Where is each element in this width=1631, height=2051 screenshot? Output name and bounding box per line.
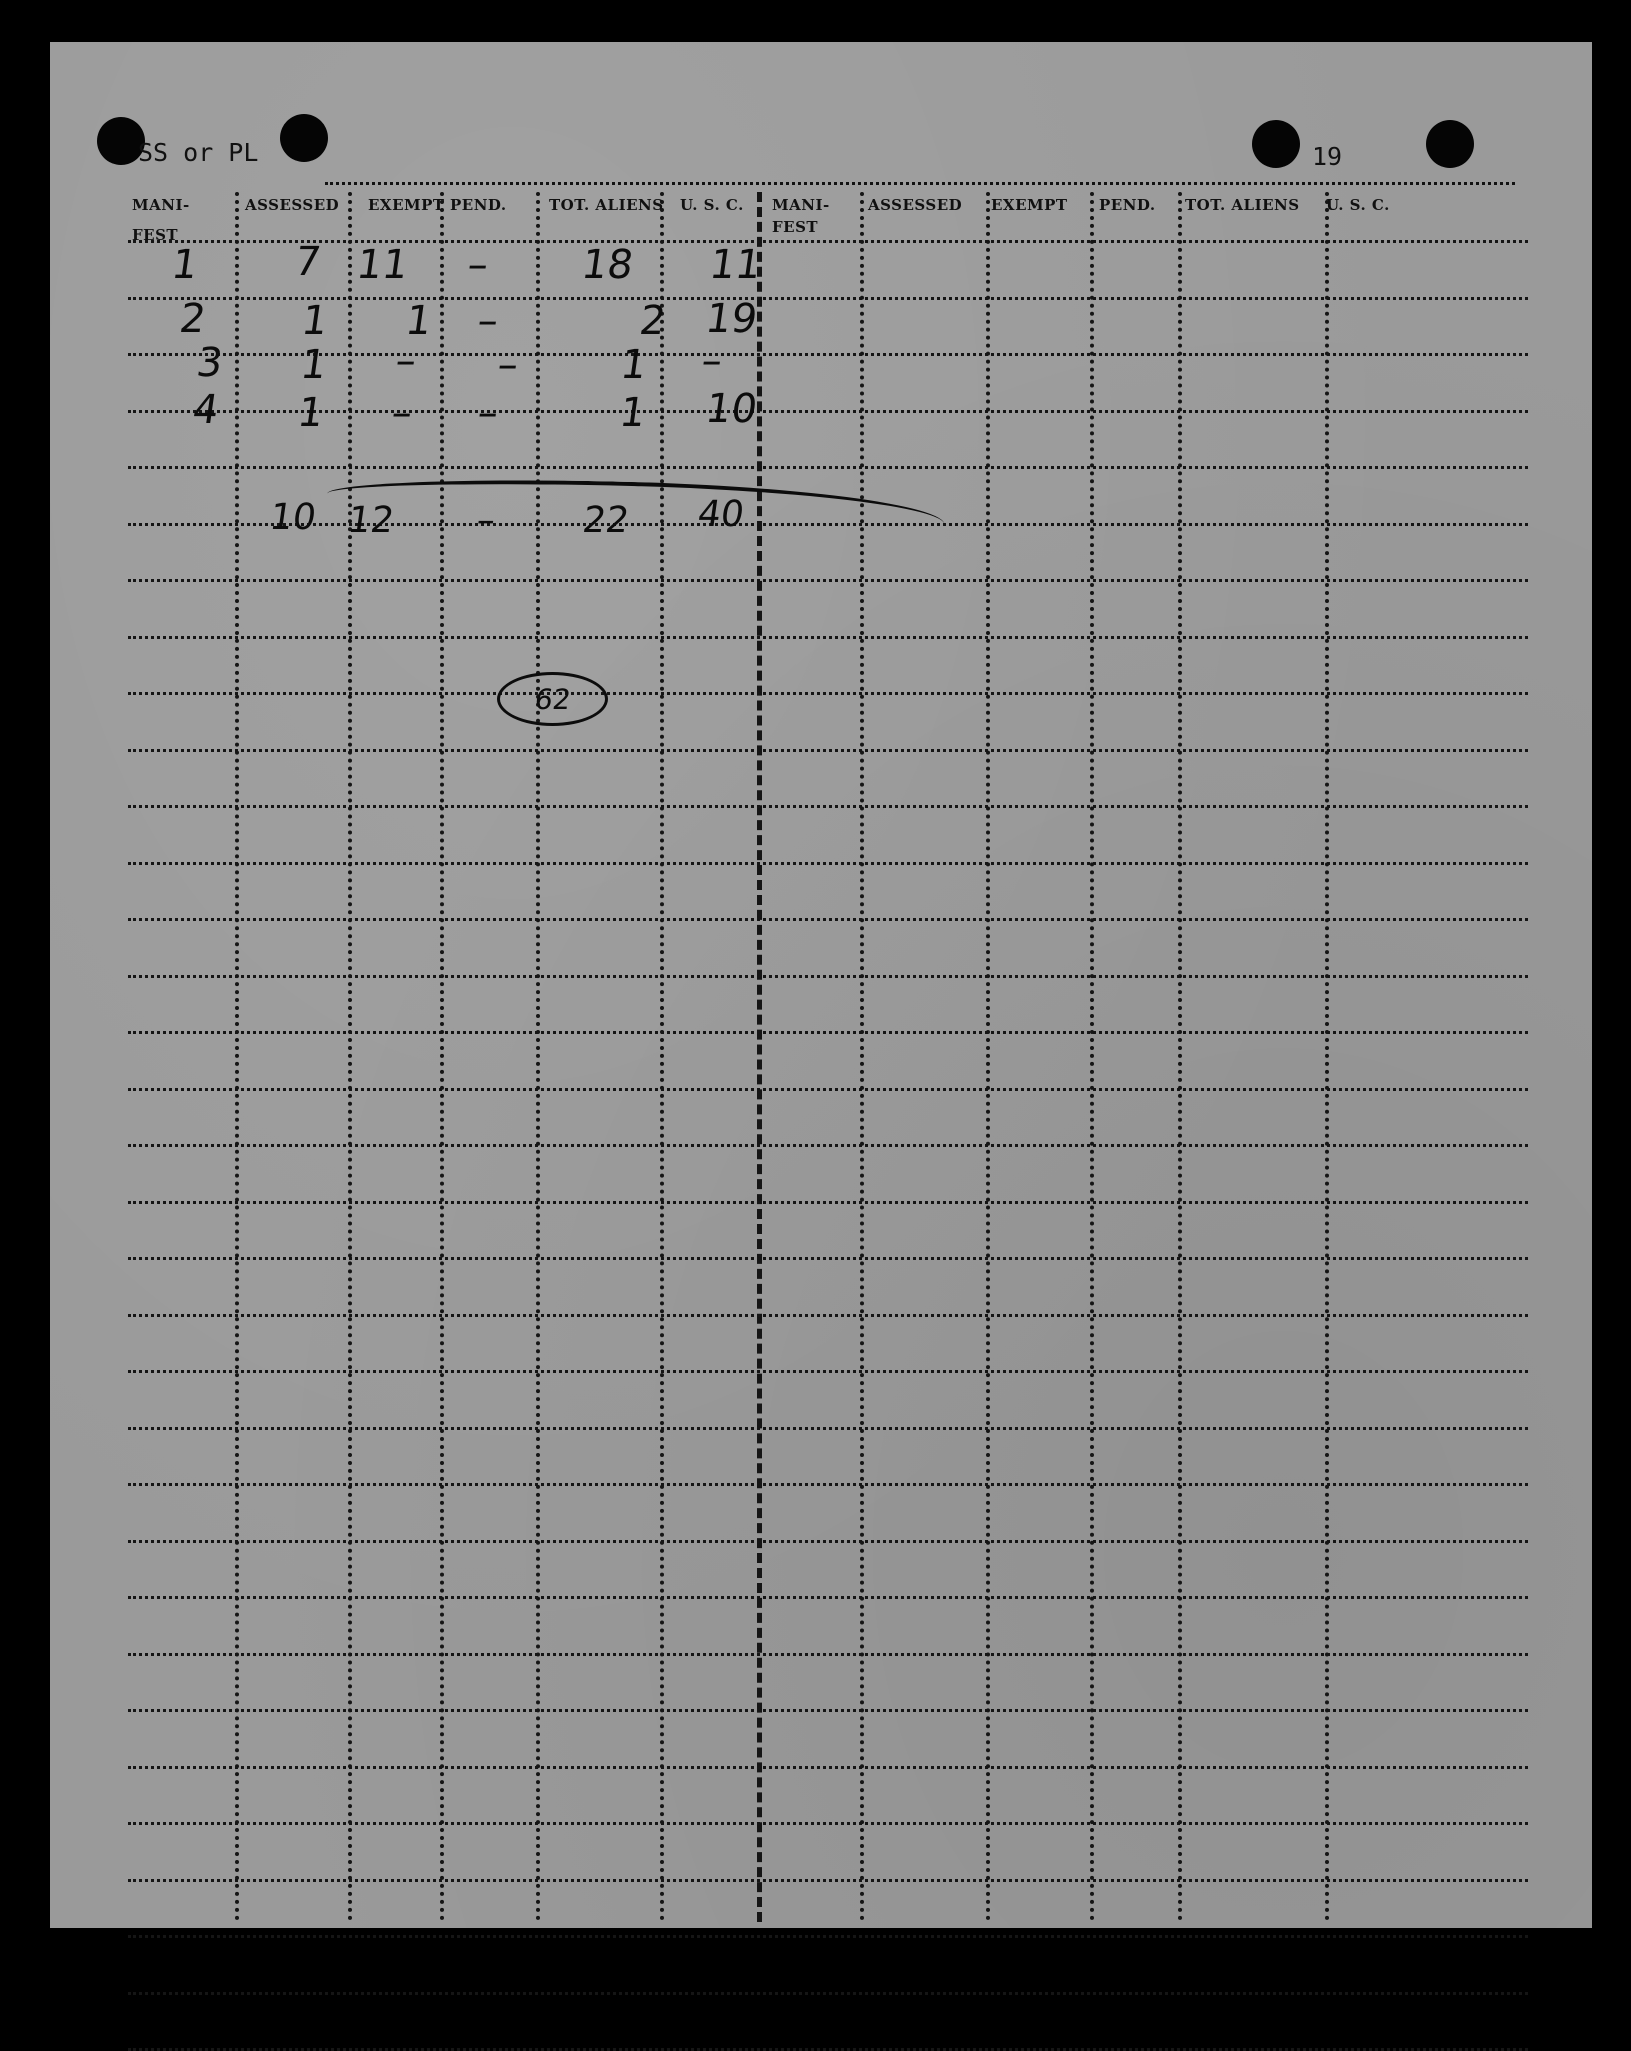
column-divider <box>440 192 444 1922</box>
column-divider <box>235 192 239 1922</box>
ruled-line <box>128 692 1528 695</box>
col-header-assessed-right: ASSESSED <box>868 196 963 214</box>
row-1-manifest: 1 <box>168 242 201 288</box>
col-header-pend-left: PEND. <box>450 196 507 214</box>
punch-hole-2 <box>280 114 328 162</box>
row-4-pend: – <box>474 390 502 436</box>
column-divider <box>348 192 352 1922</box>
row-4-assessed: 1 <box>294 390 327 436</box>
row-1-tot-aliens: 18 <box>578 242 637 288</box>
ruled-line <box>128 353 1528 356</box>
col-header-usc-left: U. S. C. <box>680 196 744 214</box>
ruled-line <box>128 1031 1528 1034</box>
row-4-manifest: 4 <box>189 387 222 433</box>
row-3-exempt: – <box>392 338 420 384</box>
header-prefix: SS or PL <box>138 138 259 167</box>
col-header-pend-right: PEND. <box>1099 196 1156 214</box>
column-divider <box>1325 192 1329 1922</box>
row-1-pend: – <box>464 242 492 288</box>
ruled-line <box>128 1370 1528 1373</box>
ruled-line <box>128 805 1528 808</box>
ruled-line <box>128 1822 1528 1825</box>
row-3-usc: – <box>698 338 726 384</box>
column-divider <box>986 192 990 1922</box>
column-divider <box>1178 192 1182 1922</box>
ruled-line <box>128 1257 1528 1260</box>
column-divider <box>757 192 762 1922</box>
column-divider <box>660 192 664 1922</box>
ruled-line <box>128 1201 1528 1204</box>
ruled-line <box>128 749 1528 752</box>
ruled-line <box>128 918 1528 921</box>
ruled-line <box>128 1992 1528 1995</box>
ruled-line <box>128 1879 1528 1882</box>
column-divider <box>536 192 540 1922</box>
ruled-line <box>128 636 1528 639</box>
form-sheet <box>50 42 1592 1928</box>
row-4-exempt: – <box>388 390 416 436</box>
ruled-line <box>128 1427 1528 1430</box>
punch-hole-3 <box>1252 120 1300 168</box>
row-3-manifest: 3 <box>193 340 226 386</box>
row-2-manifest: 2 <box>176 296 209 342</box>
total-pend: – <box>474 500 498 541</box>
total-assessed: 10 <box>267 497 319 538</box>
ruled-line <box>128 410 1528 413</box>
col-header-tot-aliens-right: TOT. ALIENS <box>1185 196 1300 214</box>
column-divider <box>1090 192 1094 1922</box>
row-4-usc: 10 <box>702 386 761 432</box>
row-1-usc: 11 <box>706 242 765 288</box>
ruled-line <box>128 579 1528 582</box>
row-2-usc: 19 <box>702 296 761 342</box>
col-header-manifest-right: MANI- <box>772 196 830 214</box>
ruled-line <box>128 1144 1528 1147</box>
row-3-assessed: 1 <box>297 342 330 388</box>
grand-total-circle <box>497 672 608 726</box>
row-3-pend: – <box>494 342 522 388</box>
ruled-line <box>128 862 1528 865</box>
ruled-line <box>128 1766 1528 1769</box>
col-header-tot-aliens-left: TOT. ALIENS <box>549 196 664 214</box>
col-header-exempt-right: EXEMPT <box>991 196 1068 214</box>
col-header-assessed-left: ASSESSED <box>245 196 340 214</box>
ruled-line <box>128 466 1528 469</box>
row-2-tot-aliens: 2 <box>636 298 669 344</box>
ruled-line <box>128 1935 1528 1938</box>
col-header-manifest-right-sub: FEST <box>772 218 819 236</box>
total-tot-aliens: 22 <box>580 500 632 541</box>
col-header-manifest-left: MANI- <box>132 196 190 214</box>
ruled-line <box>128 1596 1528 1599</box>
col-header-manifest-left-sub: FEST <box>132 226 179 244</box>
punch-hole-4 <box>1426 120 1474 168</box>
row-1-exempt: 11 <box>353 242 412 288</box>
row-4-tot-aliens: 1 <box>616 390 649 436</box>
ruled-line <box>128 1483 1528 1486</box>
total-exempt: 12 <box>345 500 397 541</box>
row-2-exempt: 1 <box>402 298 435 344</box>
column-divider <box>860 192 864 1922</box>
ruled-line <box>128 1314 1528 1317</box>
col-header-usc-right: U. S. C. <box>1326 196 1390 214</box>
ruled-line <box>128 1088 1528 1091</box>
ruled-line <box>128 1653 1528 1656</box>
row-2-pend: – <box>474 298 502 344</box>
ruled-line <box>128 1540 1528 1543</box>
header-dotted-line <box>325 182 1515 185</box>
ruled-line <box>128 240 1528 243</box>
total-usc: 40 <box>695 494 747 535</box>
header-year: 19 <box>1312 142 1343 171</box>
grand-total: 62 <box>532 682 573 716</box>
ruled-line <box>128 975 1528 978</box>
col-header-exempt-left: EXEMPT <box>368 196 445 214</box>
row-2-assessed: 1 <box>298 298 331 344</box>
row-1-assessed: 7 <box>291 239 324 285</box>
row-3-tot-aliens: 1 <box>617 342 650 388</box>
ruled-line <box>128 297 1528 300</box>
ruled-line <box>128 1709 1528 1712</box>
